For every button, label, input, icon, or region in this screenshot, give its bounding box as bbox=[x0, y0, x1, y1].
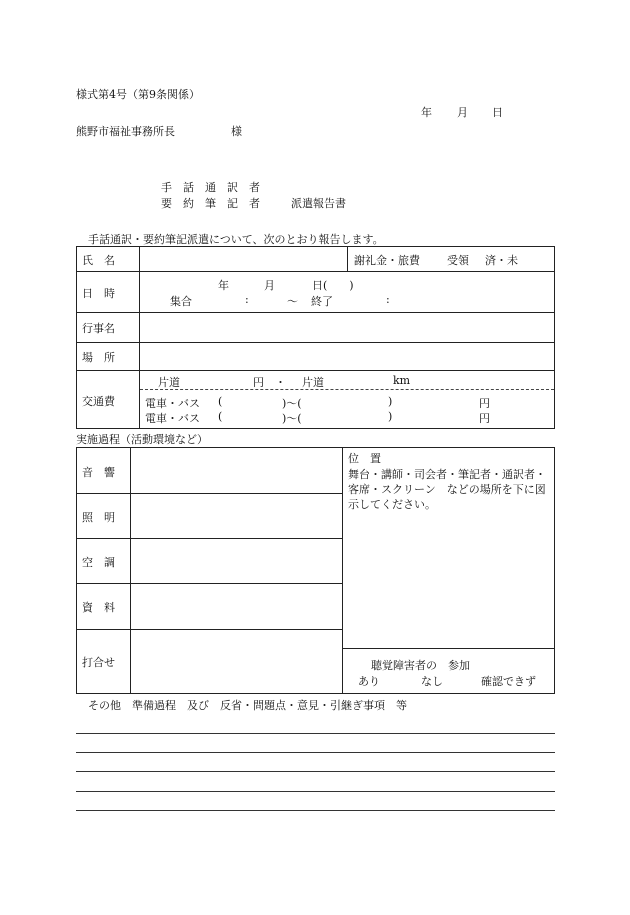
participation-unknown[interactable]: 確認できず bbox=[481, 675, 536, 688]
paren-close-2: ) bbox=[388, 410, 393, 423]
paren-close-1: ) bbox=[388, 395, 393, 408]
impl-field-lighting[interactable] bbox=[134, 496, 339, 535]
intro-text: 手話通訳・要約筆記派遣について、次のとおり報告します。 bbox=[88, 233, 384, 246]
participation-no[interactable]: なし bbox=[421, 675, 443, 688]
impl-section-label: 実施過程（活動環境など） bbox=[76, 433, 208, 446]
yen-label-2: 円 bbox=[479, 397, 490, 410]
event-field[interactable] bbox=[142, 315, 552, 340]
received-options[interactable]: 済・未 bbox=[485, 254, 518, 267]
position-title: 位 置 bbox=[348, 452, 381, 465]
oneway-label-2: 片道 bbox=[302, 376, 324, 389]
dt-month: 月 bbox=[264, 279, 275, 292]
dt-year: 年 bbox=[218, 279, 229, 292]
title-suffix: 派遣報告書 bbox=[291, 197, 346, 210]
title-interpreter: 手 話 通 訳 者 bbox=[161, 181, 260, 194]
name-label: 氏 名 bbox=[82, 254, 115, 267]
yen-label-3: 円 bbox=[479, 412, 490, 425]
position-text-3: 示してください。 bbox=[348, 498, 436, 511]
oneway-label-1: 片道 bbox=[158, 376, 180, 389]
impl-field-meeting[interactable] bbox=[134, 632, 339, 690]
form-number: 様式第4号（第9条関係） bbox=[76, 88, 200, 101]
event-label: 行事名 bbox=[82, 322, 115, 335]
impl-field-materials[interactable] bbox=[134, 586, 339, 626]
position-text-2: 客席・スクリーン などの場所を下に図 bbox=[348, 483, 546, 496]
separator-dot: ・ bbox=[275, 376, 286, 389]
impl-row-lighting: 照 明 bbox=[82, 511, 115, 524]
date-day: 日 bbox=[492, 106, 503, 119]
transport-label: 交通費 bbox=[82, 395, 115, 408]
paren-mid-1: )〜( bbox=[282, 397, 302, 410]
place-label: 場 所 bbox=[82, 351, 115, 364]
received-label: 受領 bbox=[447, 254, 469, 267]
impl-row-sound: 音 響 bbox=[82, 466, 115, 479]
impl-row-meeting: 打合せ bbox=[82, 656, 115, 669]
date-year: 年 bbox=[421, 106, 432, 119]
name-field[interactable] bbox=[142, 249, 344, 269]
impl-field-sound[interactable] bbox=[134, 450, 339, 490]
paren-open-2: ( bbox=[218, 410, 223, 423]
gather-colon: : bbox=[245, 293, 249, 306]
fee-label: 謝礼金・旅費 bbox=[354, 254, 420, 267]
honorific: 様 bbox=[231, 125, 242, 138]
participation-yes[interactable]: あり bbox=[358, 675, 380, 688]
other-label: その他 準備過程 及び 反省・問題点・意見・引継ぎ事項 等 bbox=[88, 699, 407, 712]
participation-title: 聴覚障害者の 参加 bbox=[371, 659, 470, 672]
impl-row-aircon: 空 調 bbox=[82, 556, 115, 569]
end-label: 終了 bbox=[311, 295, 333, 308]
impl-field-aircon[interactable] bbox=[134, 541, 339, 580]
yen-label-1: 円 bbox=[253, 376, 264, 389]
addressee: 熊野市福祉事務所長 bbox=[76, 125, 175, 138]
impl-row-materials: 資 料 bbox=[82, 601, 115, 614]
position-diagram-area[interactable] bbox=[346, 512, 551, 645]
title-summary-writer: 要 約 筆 記 者 bbox=[161, 197, 260, 210]
gather-label: 集合 bbox=[170, 295, 192, 308]
km-label: km bbox=[393, 374, 411, 387]
dt-day: 日( ) bbox=[312, 279, 354, 292]
time-tilde: 〜 bbox=[287, 295, 298, 308]
datetime-label: 日 時 bbox=[82, 287, 115, 300]
date-month: 月 bbox=[457, 106, 468, 119]
place-field[interactable] bbox=[142, 345, 552, 368]
paren-open-1: ( bbox=[218, 395, 223, 408]
train-bus-1: 電車・バス bbox=[145, 397, 200, 410]
position-text-1: 舞台・講師・司会者・筆記者・通訳者・ bbox=[348, 468, 546, 481]
train-bus-2: 電車・バス bbox=[145, 412, 200, 425]
end-colon: : bbox=[386, 293, 390, 306]
paren-mid-2: )〜( bbox=[282, 412, 302, 425]
